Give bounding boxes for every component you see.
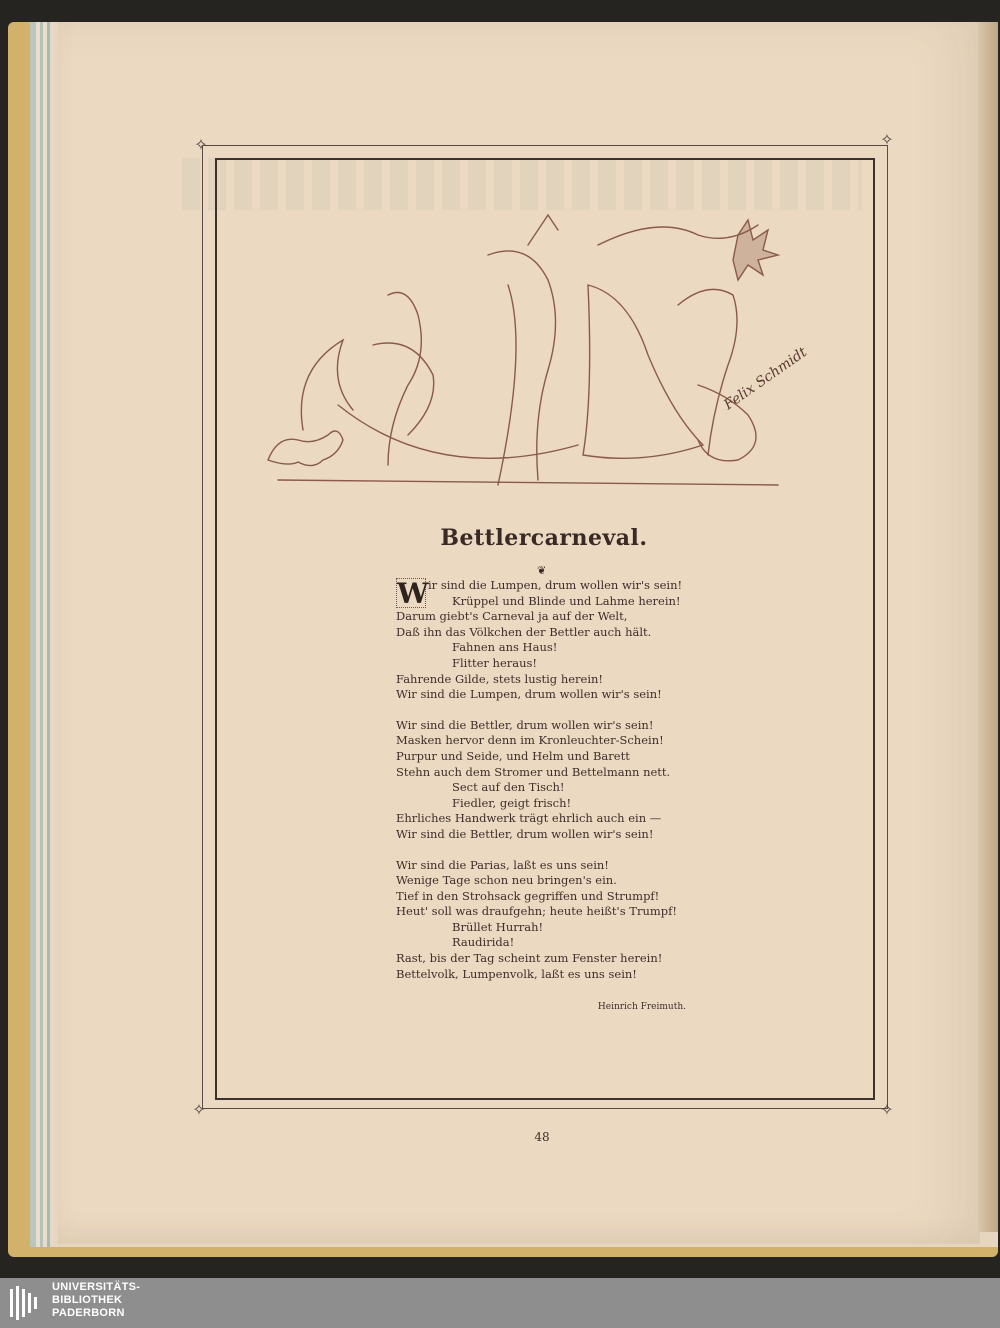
poem-line: Wir sind die Parias, laßt es uns sein! [396, 857, 609, 872]
poem-line: Wir sind die Bettler, drum wollen wir's sein! [396, 826, 654, 841]
poem-body [396, 578, 796, 982]
poem-line: Bettelvolk, Lumpenvolk, laßt es uns sein! [396, 966, 637, 981]
poem-line: Raudirida! [452, 935, 515, 950]
library-logo-icon [8, 1283, 48, 1323]
poem-line: Wir sind die Lumpen, drum wollen wir's sein! [396, 687, 662, 702]
page-number: 48 [534, 1130, 550, 1144]
figure-dancing-woman [583, 285, 703, 458]
corner-ornament-top-left: ✧ [194, 135, 208, 154]
poem-line: Wenige Tage schon neu bringen's ein. [396, 873, 617, 888]
library-name-line: UNIVERSITÄTS- [52, 1281, 141, 1293]
poem-line: Sect auf den Tisch! [452, 780, 565, 795]
poem-line: Krüppel und Blinde und Lahme herein! [452, 593, 681, 608]
poem-line: Masken hervor denn im Kronleuchter-Schein! [396, 733, 664, 748]
poem-line: Heut' soll was draufgehn; heute heißt's Trumpf! [396, 904, 677, 919]
stanza-2 [396, 718, 796, 843]
poem-line: Fahnen ans Haus! [452, 640, 558, 655]
poem-title: Bettlercarneval. [440, 525, 648, 551]
poem-line: Tief in den Strohsack gegriffen und Strumpf! [396, 888, 660, 903]
page-gutter-shadow [978, 22, 998, 1232]
ground-line [278, 480, 778, 485]
poem-line: Fiedler, geigt frisch! [452, 795, 572, 810]
feathered-hat [528, 215, 558, 245]
poem-line: Flitter heraus! [452, 655, 538, 670]
stanza-3 [396, 858, 796, 983]
poem-line-text: ir sind die Lumpen, drum wollen wir's sein! [428, 578, 683, 592]
pompom-flower [733, 220, 778, 280]
ribbon-bottom [338, 405, 578, 458]
drop-cap: W [397, 577, 429, 610]
artist-signature: Felix Schmidt [721, 344, 811, 414]
figure-center-knight [488, 251, 556, 480]
poem-line: Stehn auch dem Stromer und Bettelmann nett. [396, 764, 671, 779]
stanza-gap [396, 703, 796, 718]
poem-line: Wir sind die Bettler, drum wollen wir's sein! [396, 717, 654, 732]
corner-ornament-bottom-right: ✧ [880, 1100, 894, 1119]
figure-right-musician [678, 289, 737, 455]
library-name [52, 1281, 192, 1320]
poem-line: Darum giebt's Carneval ja auf der Welt, [396, 609, 628, 624]
poem-line: Rast, bis der Tag scheint zum Fenster herein! [396, 951, 663, 966]
corner-ornament-bottom-left: ✧ [192, 1100, 206, 1119]
poem-line: Fahrende Gilde, stets lustig herein! [396, 671, 604, 686]
poem-line: Ehrliches Handwerk trägt ehrlich auch ein — [396, 811, 662, 826]
ribbon-left [301, 340, 353, 430]
vine-top [598, 225, 758, 245]
poem-line: Brüllet Hurrah! [452, 919, 544, 934]
stanza-1 [396, 578, 796, 703]
dog-figure [268, 431, 343, 466]
stanza-gap [396, 843, 796, 858]
fleuron-ornament: ❦ [537, 564, 547, 577]
poem-line: Daß ihn das Völkchen der Bettler auch hält. [396, 624, 652, 639]
library-name-line: PADERBORN [52, 1307, 125, 1319]
poem-line: Purpur und Seide, und Helm und Barett [396, 748, 630, 763]
corner-ornament-top-right: ✧ [880, 130, 894, 149]
poem-author: Heinrich Freimuth. [597, 1002, 686, 1012]
beggar-carnival-illustration [258, 205, 811, 505]
library-name-line: BIBLIOTHEK [52, 1294, 123, 1306]
